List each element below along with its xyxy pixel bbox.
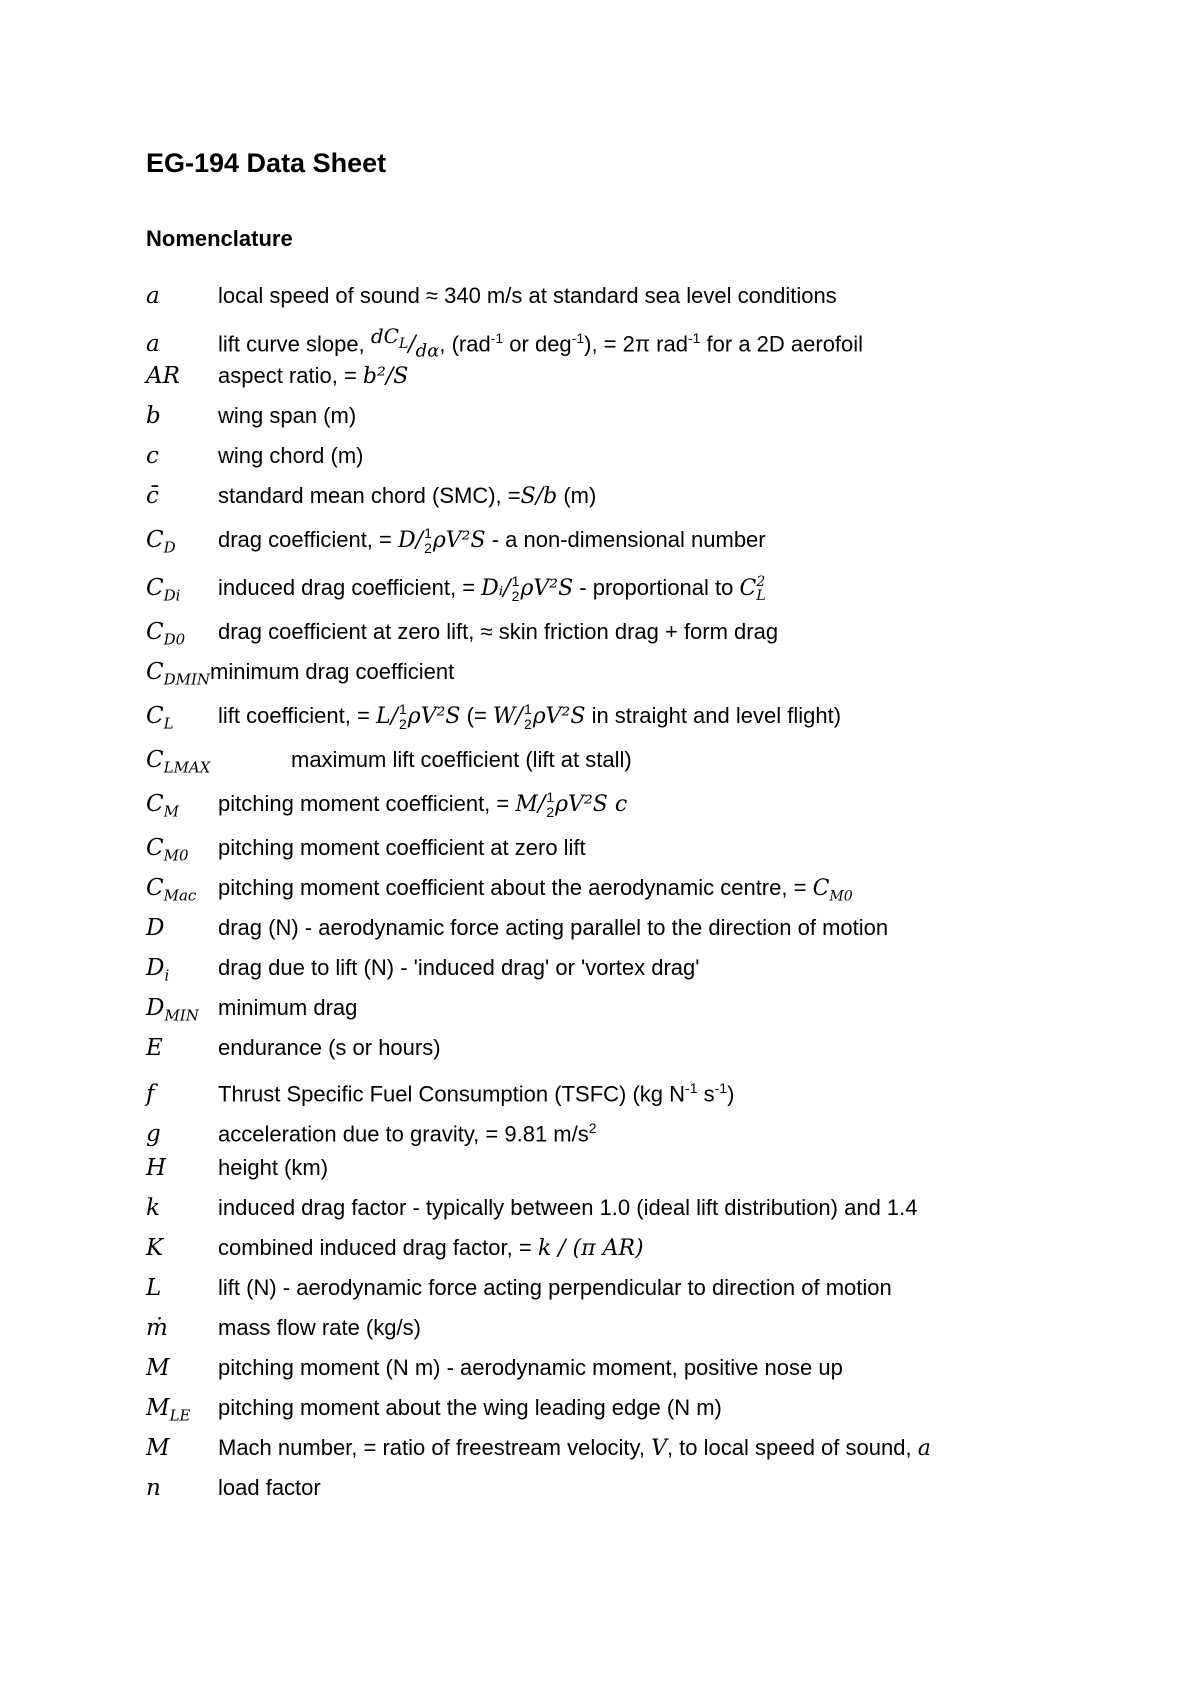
definition: pitching moment coefficient at zero lift: [218, 835, 586, 860]
symbol: n: [146, 1475, 161, 1501]
definition: height (km): [218, 1155, 329, 1180]
symbol: c̄: [146, 483, 159, 509]
symbol: L: [146, 1275, 162, 1301]
definition: combined induced drag factor, = k / (π AR): [218, 1235, 644, 1261]
definition: wing span (m): [218, 403, 357, 428]
list-item: [146, 476, 1146, 516]
symbol: $C_{Di}$: [146, 575, 181, 605]
definition: mass flow rate (kg/s): [218, 1315, 421, 1340]
definition: drag (N) - aerodynamic force acting parallel to the direction of motion: [218, 915, 889, 940]
definition: induced drag coefficient, = Dᵢ/ 1 2 ρV²S - proportional to C 2 L: [218, 573, 766, 605]
list-item: [146, 1188, 1146, 1228]
definition: Thrust Specific Fuel Consumption (TSFC) (kg $N^{-1}$ $s^{-1}$): [218, 1080, 735, 1107]
list-item: [146, 1228, 1146, 1268]
symbol: a: [146, 331, 160, 358]
symbol: $C_M$: [146, 791, 179, 821]
symbol: M: [146, 1355, 170, 1381]
symbol: ṁ: [146, 1315, 168, 1341]
definition: standard mean chord (SMC), =S/b (m): [218, 483, 597, 509]
symbol: c: [146, 443, 159, 469]
list-item: [146, 516, 1146, 564]
symbol: $M_{LE}$: [146, 1395, 191, 1425]
nomenclature-list: [146, 276, 1146, 1508]
symbol: $D_i$: [146, 955, 170, 985]
list-item: [146, 276, 1146, 316]
symbol: $C_{DMIN}$: [146, 659, 211, 689]
list-item: [146, 1268, 1146, 1308]
symbol: $D_{MIN}$: [146, 995, 199, 1025]
symbol: $C_{Mac}$: [146, 875, 197, 905]
definition: pitching moment coefficient, = M/ 1 2 ρV²S c: [218, 789, 628, 821]
definition: lift (N) - aerodynamic force acting perpendicular to direction of motion: [218, 1275, 892, 1300]
definition: wing chord (m): [218, 443, 364, 468]
list-item: [146, 692, 1146, 740]
list-item: [146, 868, 1146, 908]
definition: load factor: [218, 1475, 321, 1500]
symbol: H: [146, 1155, 167, 1181]
symbol: b: [146, 403, 161, 429]
list-item: [146, 612, 1146, 652]
symbol: $C_L$: [146, 703, 174, 733]
definition: minimum drag: [218, 995, 358, 1020]
definition: pitching moment about the wing leading edge (N m): [218, 1395, 722, 1420]
list-item: [146, 1148, 1146, 1188]
list-item: [146, 396, 1146, 436]
definition: minimum drag coefficient: [210, 659, 455, 684]
list-item: [146, 948, 1146, 988]
list-item: [146, 1468, 1146, 1508]
symbol: $C_{M0}$: [146, 835, 189, 865]
symbol: $C_{D0}$: [146, 619, 186, 649]
list-item: [146, 436, 1146, 476]
list-item: [146, 828, 1146, 868]
definition: lift coefficient, = L/ 1 2 ρV²S (= W/ 1 2 ρV²S in straight and level flight): [218, 701, 842, 733]
symbol: a: [146, 283, 160, 309]
list-item: [146, 780, 1146, 828]
definition: drag coefficient at zero lift, ≈ skin friction drag + form drag: [218, 619, 779, 644]
list-item: [146, 988, 1146, 1028]
definition: local speed of sound ≈ 340 m/s at standard sea level conditions: [218, 283, 837, 308]
list-item: [146, 356, 1146, 396]
definition: pitching moment coefficient about the aerodynamic centre, = $C_{M0}$: [218, 875, 853, 905]
definition: drag coefficient, = D/ 1 2 ρV²S - a non-dimensional number: [218, 525, 766, 557]
list-item: [146, 908, 1146, 948]
list-item: [146, 564, 1146, 612]
definition: lift curve slope, $^{dC_L}/_{d\alpha}$, (rad$^{-1}$ or deg$^{-1}$), = 2π rad$^{-1}$ for a 2D aerofoil: [218, 324, 864, 362]
section-heading: Nomenclature: [146, 226, 293, 251]
list-item: [146, 1308, 1146, 1348]
list-item: [146, 740, 1146, 780]
definition: drag due to lift (N) - 'induced drag' or 'vortex drag': [218, 955, 700, 980]
symbol: $C_{LMAX}$: [146, 747, 211, 777]
definition: Mach number, = ratio of freestream velocity, V, to local speed of sound, a: [218, 1435, 931, 1461]
list-item: [146, 1348, 1146, 1388]
symbol: g: [146, 1121, 161, 1148]
definition: endurance (s or hours): [218, 1035, 441, 1060]
definition: induced drag factor - typically between 1.0 (ideal lift distribution) and 1.4: [218, 1195, 918, 1220]
symbol: D: [146, 915, 165, 941]
list-item: [146, 316, 1146, 362]
symbol: $C_D$: [146, 527, 176, 557]
list-item: [146, 1028, 1146, 1068]
list-item: [146, 1388, 1146, 1428]
definition: pitching moment (N m) - aerodynamic moment, positive nose up: [218, 1355, 843, 1380]
symbol: E: [146, 1035, 163, 1061]
definition: aspect ratio, = b²/S: [218, 363, 409, 389]
list-item: [146, 1068, 1146, 1108]
symbol: M: [146, 1435, 170, 1461]
symbol: f: [146, 1081, 155, 1108]
symbol: AR: [146, 363, 180, 389]
list-item: [146, 1428, 1146, 1468]
page-title: EG-194 Data Sheet: [146, 148, 387, 178]
symbol: K: [146, 1235, 164, 1261]
definition: maximum lift coefficient (lift at stall): [291, 747, 632, 772]
list-item: [146, 1108, 1146, 1148]
definition: acceleration due to gravity, = 9.81 $m/s^2$: [218, 1120, 597, 1147]
list-item: [146, 652, 1146, 692]
symbol: k: [146, 1195, 160, 1221]
